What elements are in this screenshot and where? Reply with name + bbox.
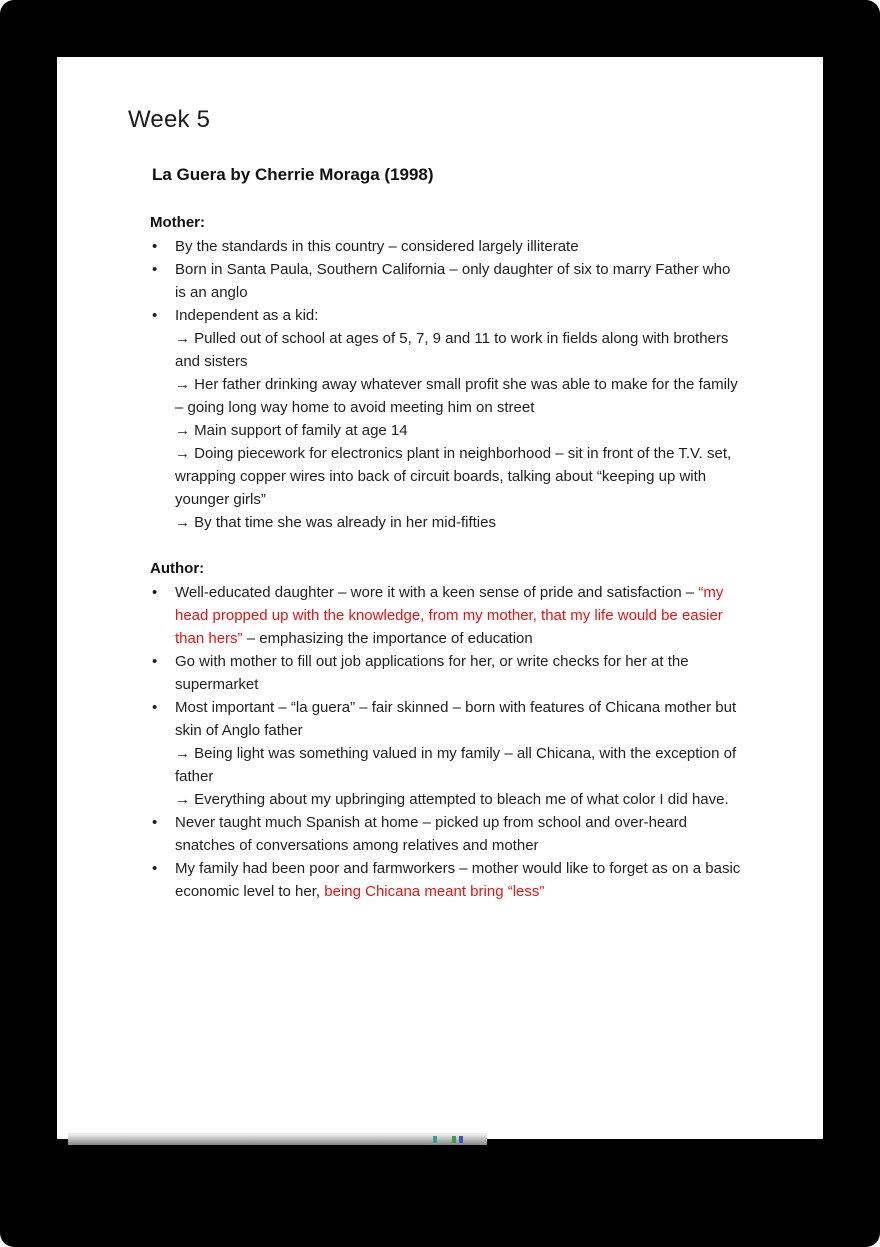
bullet-item [152,235,745,258]
text-run: Her father drinking away whatever small profit she was able to make for the family – going long way home to avoid meeting him on street [175,376,738,416]
document-heading: La Guera by Cherrie Moraga (1998) [152,165,434,184]
arrow-subitem [175,373,745,419]
arrow-icon: → [175,445,195,462]
arrow-icon: → [175,745,195,762]
bullet-content [175,857,745,903]
bullet-text [175,235,745,258]
text-run: Pulled out of school at ages of 5, 7, 9 and 11 to work in fields along with brothers and sisters [175,330,729,370]
text-run: Doing piecework for electronics plant in neighborhood – sit in front of the T.V. set, wrapping copper wires into back of circuit boards, talking about “keeping up with younger girls” [175,445,732,508]
bullet-icon: • [152,814,158,831]
bullet-icon: • [152,653,158,670]
bullet-icon: • [152,238,158,255]
arrow-subitem [175,742,745,788]
text-run: – emphasizing the importance of education [242,630,533,647]
bullet-content [175,650,745,696]
arrow-icon: → [175,791,195,808]
section-mother [150,211,745,534]
arrow-icon: → [175,514,195,531]
text-run: Born in Santa Paula, Southern California – only daughter of six to marry Father who is an anglo [175,261,731,301]
arrow-icon: → [175,376,195,393]
highlighted-text-run: being Chicana meant bring “less” [324,883,545,900]
text-run: Go with mother to fill out job applications for her, or write checks for her at the supermarket [175,653,689,693]
text-run: Being light was something valued in my family – all Chicana, with the exception of father [175,745,737,785]
bullet-icon: • [152,584,158,601]
section-label: Mother: [150,214,205,231]
section-label: Author: [150,560,205,577]
next-page-edge [68,1133,487,1145]
bullet-text [175,857,745,903]
page-title: Week 5 [128,106,211,133]
document-page [57,57,823,1139]
bullet-content [175,258,745,304]
arrow-subitem [175,327,745,373]
bullet-icon: • [152,699,158,716]
bullet-text [175,650,745,696]
arrow-subitem [175,442,745,511]
next-page-mark [459,1136,463,1143]
bullet-list [150,235,745,534]
bullet-item [152,811,745,857]
sections-container [128,211,745,903]
next-page-mark [433,1136,437,1143]
bullet-content [175,581,745,650]
bullet-item [152,304,745,534]
arrow-subitem [175,511,745,534]
bullet-content [175,696,745,811]
bullet-item [152,581,745,650]
text-run: Never taught much Spanish at home – picked up from school and over-heard snatches of conversations among relatives and mother [175,814,687,854]
arrow-icon: → [175,422,195,439]
section-author [150,557,745,903]
bullet-content [175,235,745,258]
bullet-item [152,696,745,811]
text-run: Most important – “la guera” – fair skinned – born with features of Chicana mother but skin of Anglo father [175,699,737,739]
arrow-subitem [175,788,745,811]
bullet-text [175,581,745,650]
bullet-item [152,857,745,903]
bullet-text [175,696,745,742]
text-run: Main support of family at age 14 [194,422,408,439]
bullet-text [175,258,745,304]
text-run: By the standards in this country – considered largely illiterate [175,238,579,255]
bullet-text [175,304,745,327]
text-run: Everything about my upbringing attempted to bleach me of what color I did have. [194,791,729,808]
bullet-item [152,258,745,304]
text-run: By that time she was already in her mid-fifties [194,514,496,531]
text-run: Independent as a kid: [175,307,319,324]
bullet-icon: • [152,261,158,278]
bullet-content [175,811,745,857]
bullet-icon: • [152,860,158,877]
bullet-text [175,811,745,857]
bullet-list [150,581,745,903]
arrow-subitem [175,419,745,442]
bullet-item [152,650,745,696]
next-page-mark [452,1136,456,1143]
bullet-content [175,304,745,534]
arrow-icon: → [175,330,195,347]
text-run: Well-educated daughter – wore it with a keen sense of pride and satisfaction – [175,584,699,601]
text-run: My family had been poor and farmworkers – mother would like to forget as on a basic economic level to her, [175,860,741,900]
highlighted-text-run: “my head propped up with the knowledge, from my mother, that my life would be easier than hers” [175,584,724,647]
bullet-icon: • [152,307,158,324]
